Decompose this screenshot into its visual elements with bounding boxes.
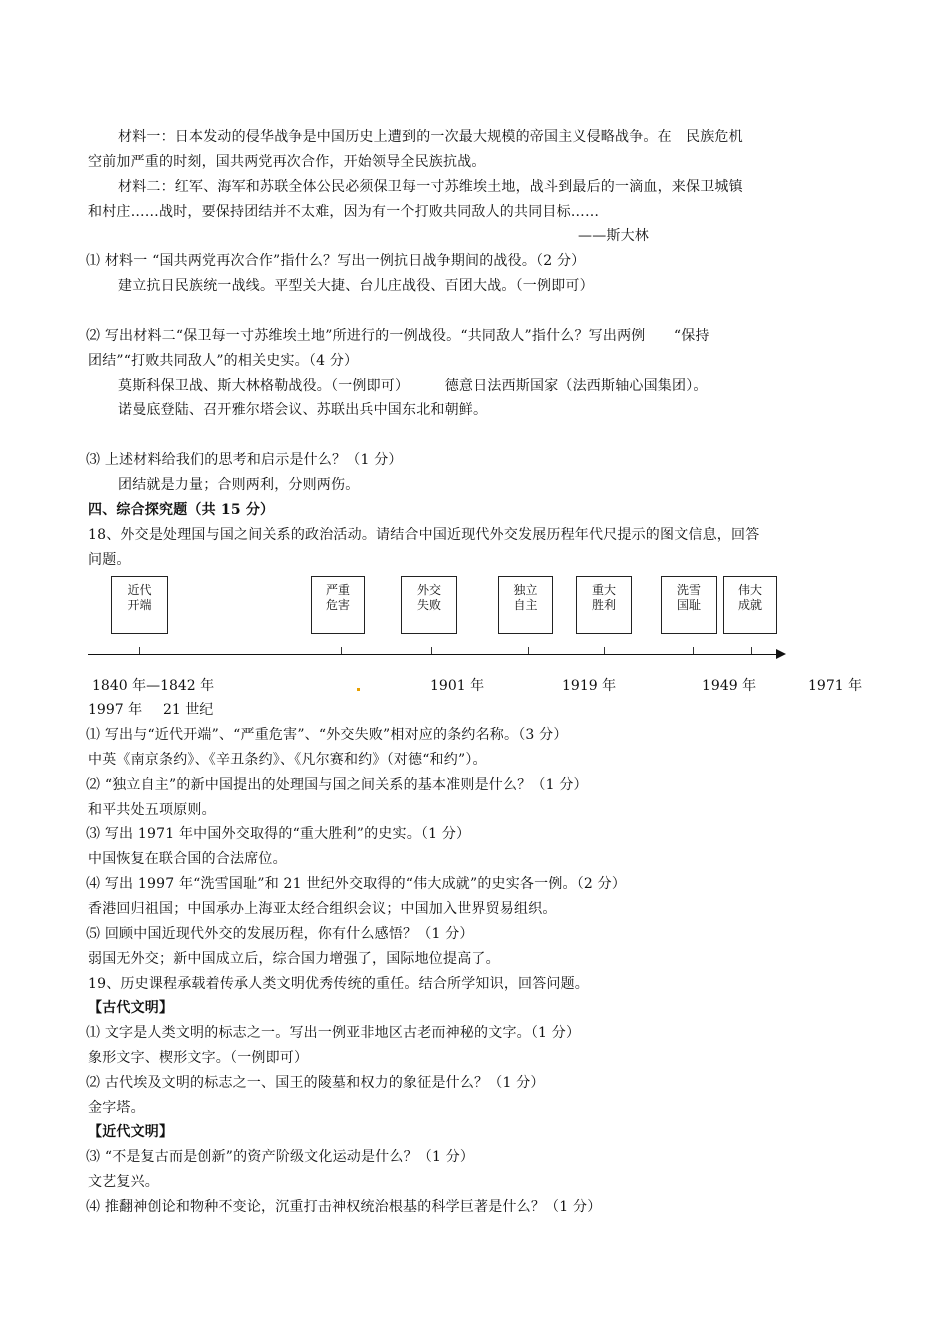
timeline-box-independence (498, 576, 553, 634)
timeline-box-diplomatic-failure (401, 576, 457, 634)
q19-part2-answer: 金字塔。 (88, 1100, 145, 1116)
q18-intro-line-1: 18、外交是处理国与国之间关系的政治活动。请结合中国近现代外交发展历程年代尺提示的图文信息，回答 (88, 527, 760, 543)
material-two-line-2: 和村庄……战时，要保持团结并不太难，因为有一个打败共同敌人的共同目标…… (88, 204, 600, 220)
timeline-box-label: 胜利 (591, 598, 616, 612)
timeline-tick (139, 647, 140, 654)
q18-part3-question: ⑶ 写出 1971 年中国外交取得的“重大胜利”的史实。（1 分） (86, 826, 471, 842)
timeline-box-label: 危害 (325, 598, 350, 612)
timeline-year: 1901 年 (430, 678, 485, 694)
material-two-source: ——斯大林 (578, 228, 649, 244)
q17-part2-question-line-2: 团结”“打败共同敌人”的相关史实。（4 分） (88, 353, 359, 369)
q17-part2-answer-line-2: 诺曼底登陆、召开雅尔塔会议、苏联出兵中国东北和朝鲜。 (118, 402, 488, 418)
timeline-tick (751, 647, 752, 654)
material-two-line-1: 材料二：红军、海军和苏联全体公民必须保卫每一寸苏维埃土地，战斗到最后的一滴血，来保卫城镇 (118, 179, 743, 195)
timeline-box-label: 独立 (513, 583, 538, 597)
timeline-box-label: 外交 (416, 583, 441, 597)
timeline-year: 21 世纪 (163, 702, 214, 718)
timeline-tick (341, 647, 342, 654)
q18-part2-answer: 和平共处五项原则。 (88, 802, 216, 818)
timeline-box-great-achievement (723, 576, 777, 634)
q17-part3-answer: 团结就是力量；合则两利，分则两伤。 (118, 477, 360, 493)
q19-part4-question: ⑷ 推翻神创论和物种不变论，沉重打击神权统治根基的科学巨著是什么？（1 分） (86, 1199, 602, 1215)
timeline-box-label: 严重 (325, 583, 350, 597)
timeline-box-label: 自主 (513, 598, 538, 612)
q18-intro-line-2: 问题。 (88, 552, 131, 568)
timeline-year: 1997 年 (88, 702, 143, 718)
timeline-box-label: 开端 (127, 598, 152, 612)
section-four-title: 四、综合探究题（共 15 分） (88, 502, 275, 518)
q18-part2-question: ⑵ “独立自主”的新中国提出的处理国与国之间关系的基本准则是什么？（1 分） (86, 777, 588, 793)
timeline-box-label: 近代 (127, 583, 152, 597)
timeline-box-major-victory (576, 576, 632, 634)
q19-modern-heading: 【近代文明】 (88, 1124, 174, 1140)
q18-part4-question: ⑷ 写出 1997 年“洗雪国耻”和 21 世纪外交取得的“伟大成就”的史实各一例。（2 分） (86, 876, 627, 892)
q17-part2-question-line-1: ⑵ 写出材料二“保卫每一寸苏维埃土地”所进行的一例战役。“共同敌人”指什么？写出两例 “保持 (86, 328, 710, 344)
timeline-tick (604, 647, 605, 654)
q19-intro: 19、历史课程承载着传承人类文明优秀传统的重任。结合所学知识，回答问题。 (88, 976, 590, 992)
timeline-year: 1919 年 (562, 678, 617, 694)
stray-dot (357, 688, 360, 691)
timeline-axis (88, 654, 778, 655)
timeline-box-cleanse-humiliation (661, 576, 717, 634)
q18-part3-answer: 中国恢复在联合国的合法席位。 (88, 851, 287, 867)
timeline-year: 1949 年 (702, 678, 757, 694)
timeline-arrow-icon (776, 649, 786, 659)
q19-part3-question: ⑶ “不是复古而是创新”的资产阶级文化运动是什么？（1 分） (86, 1149, 475, 1165)
q19-ancient-heading: 【古代文明】 (88, 1000, 174, 1016)
timeline-box-serious-harm (311, 576, 365, 634)
q18-part4-answer: 香港回归祖国；中国承办上海亚太经合组织会议；中国加入世界贸易组织。 (88, 901, 557, 917)
material-one-line-1: 材料一：日本发动的侵华战争是中国历史上遭到的一次最大规模的帝国主义侵略战争。在 民族危机 (118, 129, 743, 145)
material-one-line-2: 空前加严重的时刻，国共两党再次合作，开始领导全民族抗战。 (88, 154, 486, 170)
timeline-tick (693, 647, 694, 654)
timeline-box-label: 失败 (416, 598, 441, 612)
q17-part2-answer-line-1: 莫斯科保卫战、斯大林格勒战役。（一例即可） 德意日法西斯国家（法西斯轴心国集团）。 (118, 378, 708, 394)
timeline-year: 1971 年 (808, 678, 863, 694)
q18-part1-question: ⑴ 写出与“近代开端”、“严重危害”、“外交失败”相对应的条约名称。（3 分） (86, 727, 568, 743)
q19-part3-answer: 文艺复兴。 (88, 1174, 159, 1190)
q19-part1-question: ⑴ 文字是人类文明的标志之一。写出一例亚非地区古老而神秘的文字。（1 分） (86, 1025, 581, 1041)
q19-part1-answer: 象形文字、楔形文字。（一例即可） (88, 1050, 309, 1066)
q18-part5-answer: 弱国无外交；新中国成立后，综合国力增强了，国际地位提高了。 (88, 951, 500, 967)
q17-part1-question: ⑴ 材料一 “国共两党再次合作”指什么？写出一例抗日战争期间的战役。（2 分） (86, 253, 586, 269)
timeline-tick (431, 647, 432, 654)
q17-part1-answer: 建立抗日民族统一战线。平型关大捷、台儿庄战役、百团大战。（一例即可） (118, 278, 594, 294)
timeline-box-label: 重大 (591, 583, 616, 597)
q17-part3-question: ⑶ 上述材料给我们的思考和启示是什么？（1 分） (86, 452, 403, 468)
timeline-year: 1840 年—1842 年 (92, 678, 215, 694)
timeline-box-label: 洗雪 (676, 583, 701, 597)
q18-part1-answer: 中英《南京条约》、《辛丑条约》、《凡尔赛和约》（对德“和约”）。 (88, 752, 487, 768)
timeline-box-modern-start (111, 576, 168, 634)
timeline-box-label: 成就 (737, 598, 762, 612)
timeline-box-label: 伟大 (737, 583, 762, 597)
q19-part2-question: ⑵ 古代埃及文明的标志之一、国王的陵墓和权力的象征是什么？（1 分） (86, 1075, 545, 1091)
timeline-tick (528, 647, 529, 654)
q18-part5-question: ⑸ 回顾中国近现代外交的发展历程，你有什么感悟？（1 分） (86, 926, 474, 942)
timeline-box-label: 国耻 (676, 598, 701, 612)
